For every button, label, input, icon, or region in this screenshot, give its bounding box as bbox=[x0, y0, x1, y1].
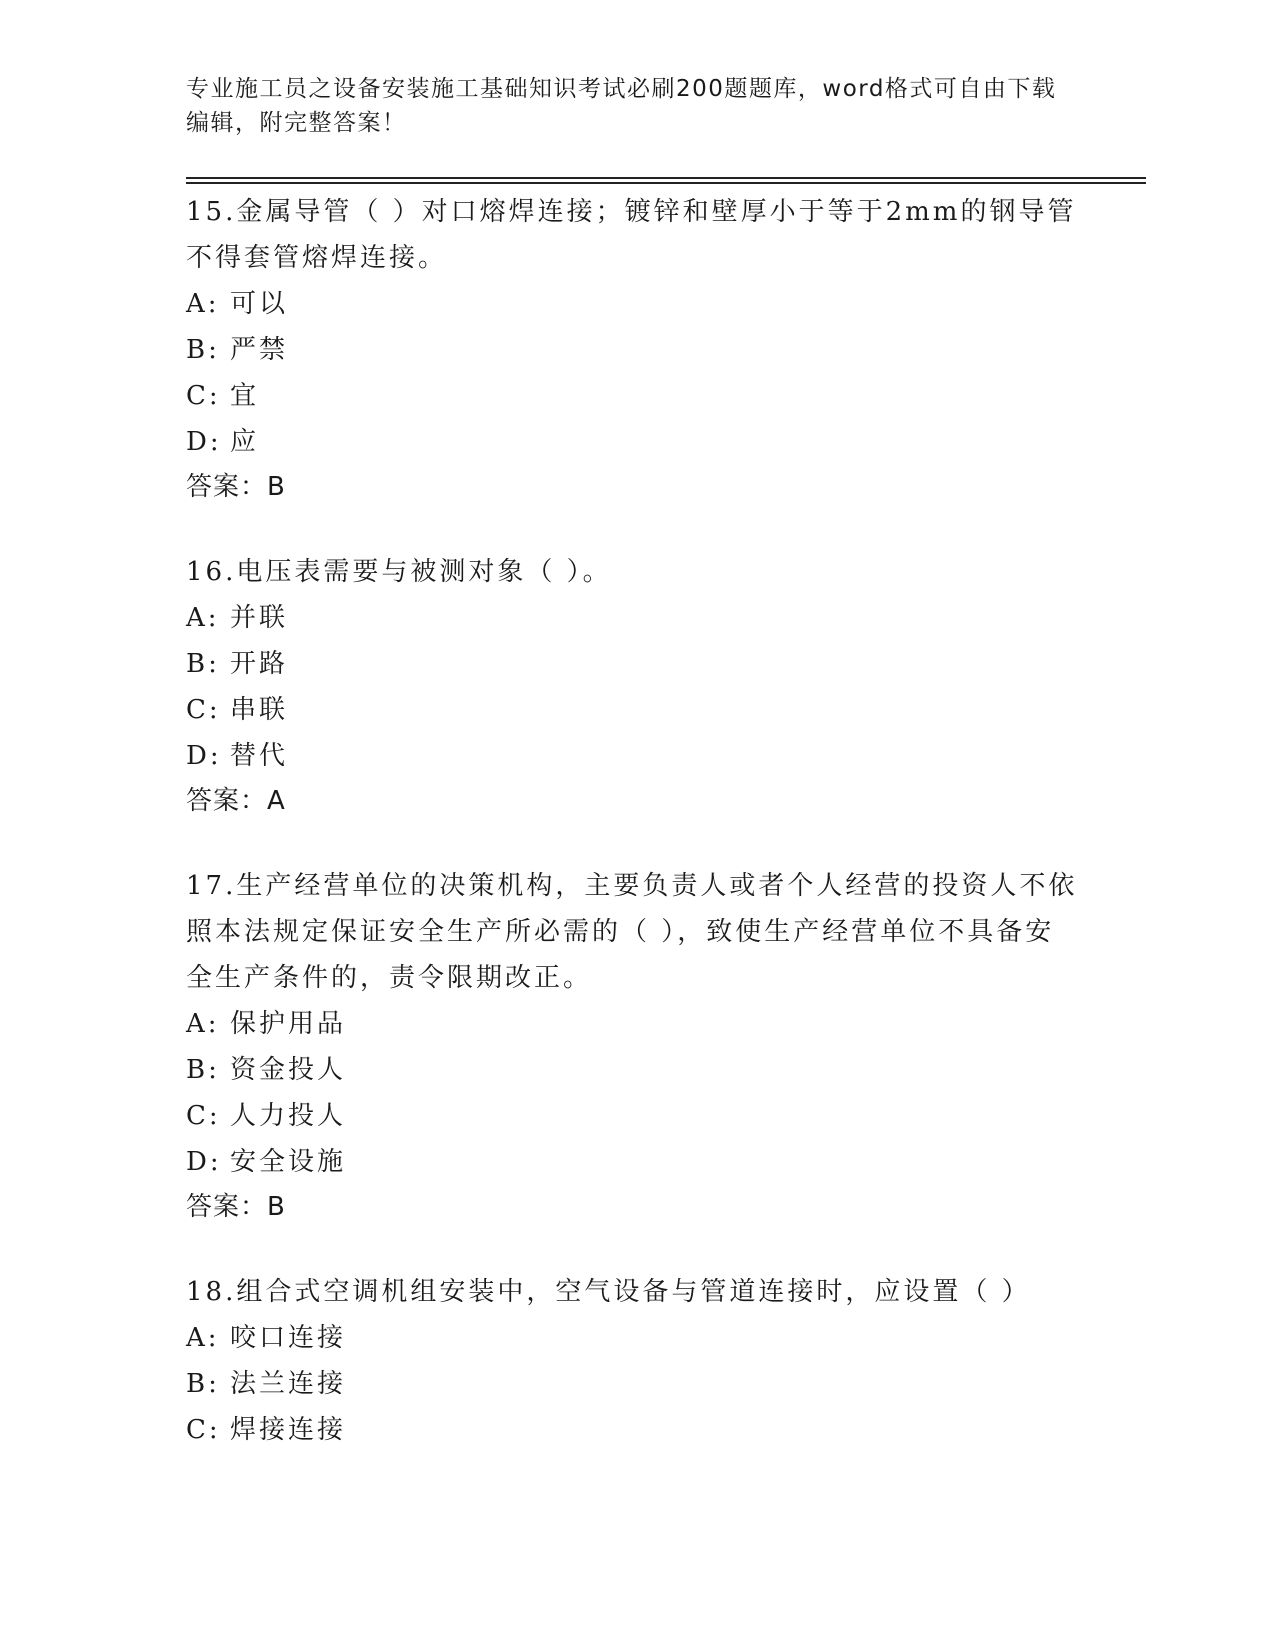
answer-option bbox=[186, 1047, 1086, 1093]
answer-option bbox=[186, 1407, 1086, 1453]
answer-option bbox=[186, 733, 1086, 779]
option-key: A: bbox=[186, 289, 220, 319]
answer-option bbox=[186, 1001, 1086, 1047]
answer-line: 答案：A bbox=[186, 786, 286, 816]
header-line-1: 专业施工员之设备安装施工基础知识考试必刷200题题库，word格式可自由下载 bbox=[186, 76, 1057, 102]
header-divider-bottom bbox=[186, 182, 1146, 184]
answer-option bbox=[186, 327, 1086, 373]
answer-option bbox=[186, 641, 1086, 687]
option-key: B: bbox=[186, 1055, 220, 1085]
question-item bbox=[186, 549, 1086, 823]
header-line-2: 编辑，附完整答案！ bbox=[186, 110, 407, 136]
option-text: 人力投人 bbox=[230, 1101, 347, 1131]
question-stem-line: 18.组合式空调机组安装中，空气设备与管道连接时，应设置（ ） bbox=[186, 1277, 1031, 1307]
option-text: 严禁 bbox=[230, 335, 289, 365]
answer-option bbox=[186, 1139, 1086, 1185]
option-text: 可以 bbox=[230, 289, 289, 319]
question-item bbox=[186, 1269, 1086, 1453]
question-item bbox=[186, 189, 1086, 509]
header-divider-top bbox=[186, 177, 1146, 179]
question-stem-line: 17.生产经营单位的决策机构，主要负责人或者个人经营的投资人不依 bbox=[186, 871, 1078, 901]
answer-option bbox=[186, 419, 1086, 465]
answer-option bbox=[186, 1093, 1086, 1139]
question-stem-line: 16.电压表需要与被测对象（ ）。 bbox=[186, 557, 612, 587]
answer-option bbox=[186, 1361, 1086, 1407]
option-text: 咬口连接 bbox=[230, 1323, 347, 1353]
option-text: 保护用品 bbox=[230, 1009, 347, 1039]
document-header bbox=[186, 72, 1066, 140]
option-key: D: bbox=[186, 427, 222, 457]
option-text: 串联 bbox=[230, 695, 289, 725]
question-stem-line: 照本法规定保证安全生产所必需的（ ），致使生产经营单位不具备安 bbox=[186, 917, 1055, 947]
option-text: 法兰连接 bbox=[230, 1369, 347, 1399]
option-key: B: bbox=[186, 335, 220, 365]
option-text: 并联 bbox=[230, 603, 289, 633]
question-list bbox=[186, 189, 1086, 1493]
option-text: 应 bbox=[230, 427, 260, 457]
answer-option bbox=[186, 595, 1086, 641]
option-key: A: bbox=[186, 603, 220, 633]
option-key: C: bbox=[186, 381, 221, 411]
option-key: B: bbox=[186, 1369, 220, 1399]
option-key: C: bbox=[186, 695, 221, 725]
question-stem-line: 全生产条件的，责令限期改正。 bbox=[186, 963, 593, 993]
option-key: A: bbox=[186, 1009, 220, 1039]
option-text: 替代 bbox=[230, 741, 289, 771]
option-key: C: bbox=[186, 1101, 221, 1131]
option-key: D: bbox=[186, 1147, 222, 1177]
option-text: 焊接连接 bbox=[230, 1415, 347, 1445]
question-stem-line: 不得套管熔焊连接。 bbox=[186, 243, 448, 273]
answer-option bbox=[186, 281, 1086, 327]
option-key: C: bbox=[186, 1415, 221, 1445]
option-key: D: bbox=[186, 741, 222, 771]
option-text: 安全设施 bbox=[230, 1147, 347, 1177]
answer-option bbox=[186, 373, 1086, 419]
option-text: 宜 bbox=[230, 381, 260, 411]
answer-line: 答案：B bbox=[186, 472, 286, 502]
answer-option bbox=[186, 687, 1086, 733]
option-key: A: bbox=[186, 1323, 220, 1353]
answer-option bbox=[186, 1315, 1086, 1361]
question-item bbox=[186, 863, 1086, 1229]
option-key: B: bbox=[186, 649, 220, 679]
option-text: 资金投人 bbox=[230, 1055, 347, 1085]
option-text: 开路 bbox=[230, 649, 289, 679]
question-stem-line: 15.金属导管（ ）对口熔焊连接；镀锌和壁厚小于等于2mm的钢导管 bbox=[186, 197, 1077, 227]
answer-line: 答案：B bbox=[186, 1192, 286, 1222]
